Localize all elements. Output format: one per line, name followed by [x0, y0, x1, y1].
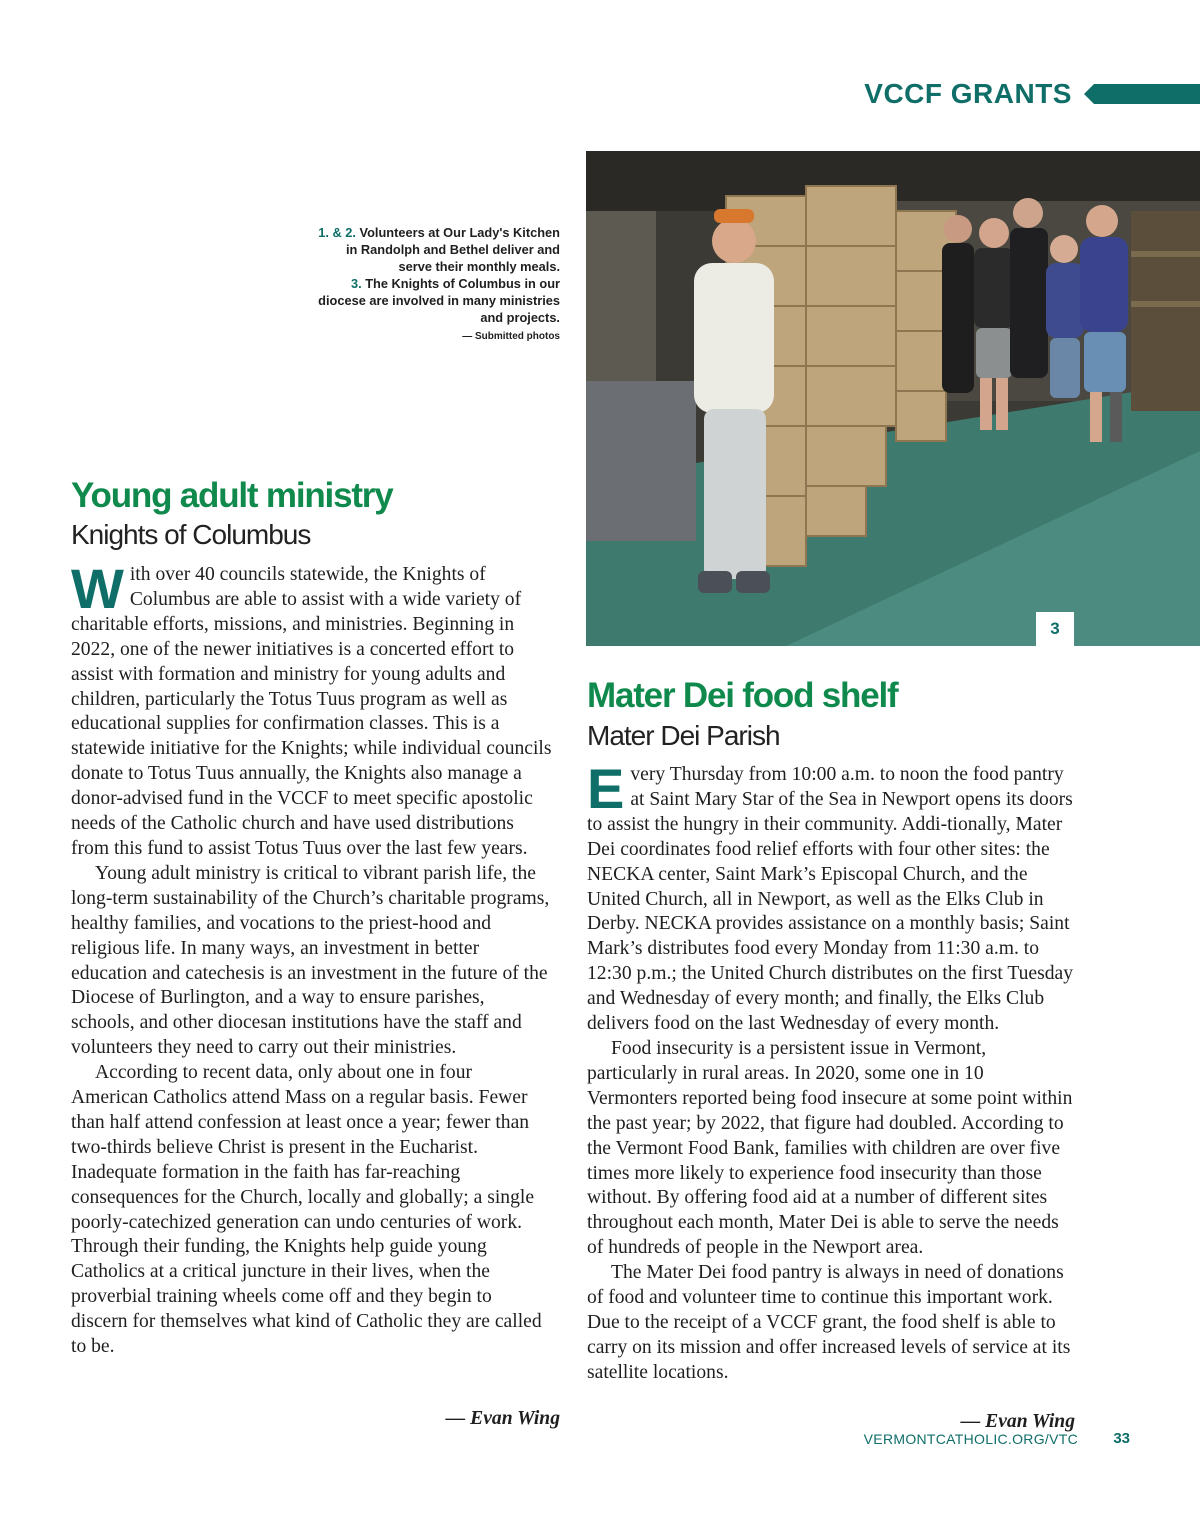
article2-byline: — Evan Wing [960, 1411, 1075, 1432]
article2-title: Mater Dei food shelf [587, 676, 898, 715]
article1-dropcap: W [71, 557, 124, 620]
photo-credit: — Submitted photos [462, 331, 560, 342]
person-left [694, 209, 774, 593]
knights-of-columbus-photo [586, 151, 1200, 646]
photo-number-badge: 3 [1036, 612, 1074, 646]
caption-number-3: 3. [350, 276, 362, 291]
article2-paragraph-1-text: very Thursday from 10:00 a.m. to noon the food pantry at Saint Mary Star of the Sea in Newport opens its doors to assist the hungry in their community. Addi-tionally, Mater Dei coordinates food relief efforts with four other sites: the NECKA center, Saint Mark’s Episcopal Church, and the United Church, all in Newport, as well as the Elks Club in Derby. NECKA provides assistance on a monthly basis; Saint Mark’s distributes food every Monday from 11:30 a.m. to 12:30 p.m.; the United Church distributes on the first Tuesday and Wednesday of every month; and finally, the Elks Club delivers food on the last Wednesday of every month. [587, 764, 1074, 1035]
article1-title: Young adult ministry [71, 476, 393, 515]
article1-paragraph-1-text: ith over 40 councils statewide, the Knights of Columbus are able to assist with a wide variety of charitable efforts, missions, and ministries. Beginning in 2022, one of the newer initiatives is a concerted effort to assist with formation and ministry for young adults and children, particularly the Totus Tuus program as well as educational supplies for confirmation classes. This is a statewide initiative for the Knights; while individual councils donate to Totus Tuus annually, the Knights also manage a donor-advised fund in the VCCF to meet specific apostolic needs of the Catholic church and have used distributions from this fund to assist Totus Tuus over the last few years. [71, 564, 552, 859]
section-header [864, 76, 1200, 112]
article1-paragraph-3: According to recent data, only about one in four American Catholics attend Mass on a regular basis. Fewer than half attend confession at least once a year; fewer than two-thirds believe Christ is present in the Eucharist. Inadequate formation in the faith has far-reaching consequences for the Church, locally and globally; a single poorly-catechized generation can undo centuries of work. Through their funding, the Knights help guide young Catholics at a critical juncture in their lives, when the proverbial training wheels come off and they begin to discern for themselves what kind of Catholic they are called to be. [71, 1062, 542, 1358]
article2-body [587, 757, 1075, 1386]
caption-text-3: The Knights of Columbus in our diocese are involved in many ministries and projects. [318, 276, 560, 325]
footer-website: VERMONTCATHOLIC.ORG/VTC [863, 1431, 1078, 1447]
article1-subtitle: Knights of Columbus [71, 519, 311, 550]
photo-caption [310, 224, 560, 344]
article2-subtitle: Mater Dei Parish [587, 720, 780, 751]
article2-dropcap: E [587, 757, 625, 820]
section-label: VCCF GRANTS [864, 78, 1072, 109]
section-arrow-bar [1084, 84, 1200, 104]
article1-body [71, 557, 553, 1360]
article1-paragraph-1 [71, 557, 553, 862]
article1-paragraph-2: Young adult ministry is critical to vibrant parish life, the long-term sustainability of the Church’s charitable programs, healthy families, and vocations to the priest-hood and religious life. In many ways, an investment in better education and catechesis is an investment in the future of the Diocese of Burlington, and a way to ensure parishes, schools, and other diocesan institutions have the staff and volunteers they need to carry out their ministries. [71, 862, 550, 1059]
caption-text-1-2: Volunteers at Our Lady's Kitchen in Randolph and Bethel deliver and serve their monthly meals. [345, 225, 560, 274]
caption-number-1-2: 1. & 2. [318, 225, 356, 240]
page-number: 33 [1113, 1430, 1130, 1447]
article2-paragraph-2: Food insecurity is a persistent issue in Vermont, particularly in rural areas. In 2020, some one in 10 Vermonters reported being food insecure at some point within the past year; by 2022, that figure had doubled. According to the Vermont Food Bank, families with children are over five times more likely to experience food insecurity than those without. By offering food aid at a number of different sites throughout each month, Mater Dei is able to serve the needs of hundreds of people in the Newport area. [587, 1037, 1073, 1259]
garage-photo-illustration [586, 151, 1200, 646]
article2-paragraph-3: The Mater Dei food pantry is always in need of donations of food and volunteer time to continue this important work. Due to the receipt of a VCCF grant, the food shelf is able to carry on its mission and offer increased levels of service at its satellite locations. [587, 1262, 1071, 1383]
article1-byline: — Evan Wing [445, 1408, 560, 1429]
article2-paragraph-1 [587, 757, 1075, 1037]
